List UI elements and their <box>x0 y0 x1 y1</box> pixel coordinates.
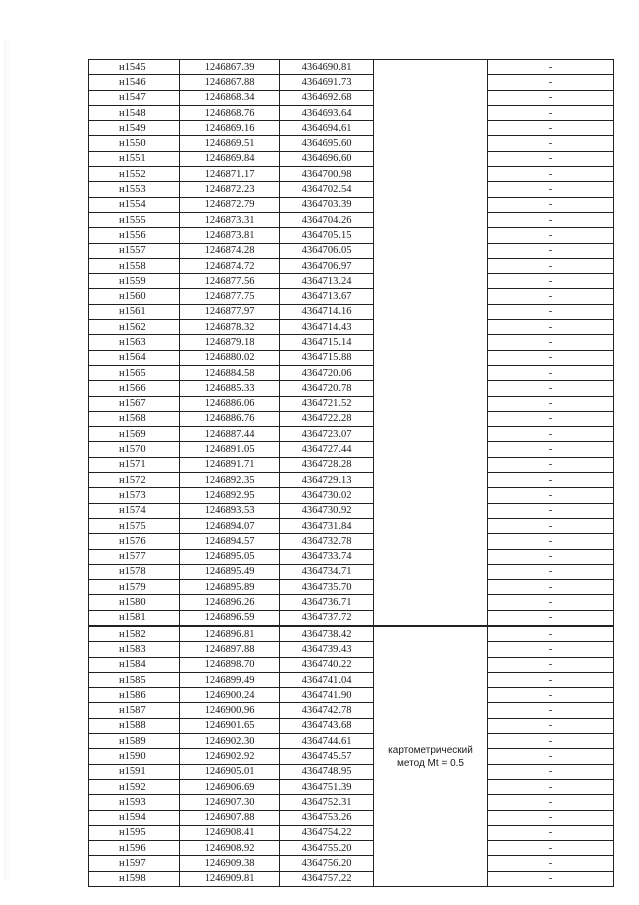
point-id-cell: н1590 <box>89 749 180 764</box>
note-cell: - <box>488 350 614 365</box>
table-row <box>89 672 614 687</box>
note-cell: - <box>488 779 614 794</box>
x-coordinate-cell: 1246885.33 <box>180 381 280 396</box>
point-id-cell: н1546 <box>89 75 180 90</box>
table-row <box>89 749 614 764</box>
note-cell: - <box>488 718 614 733</box>
coordinates-table-body <box>89 60 614 887</box>
coordinates-table <box>88 59 614 887</box>
note-cell: - <box>488 75 614 90</box>
note-cell: - <box>488 642 614 657</box>
x-coordinate-cell: 1246896.26 <box>180 595 280 610</box>
point-id-cell: н1584 <box>89 657 180 672</box>
note-cell: - <box>488 841 614 856</box>
table-row <box>89 825 614 840</box>
note-cell: - <box>488 564 614 579</box>
point-id-cell: н1564 <box>89 350 180 365</box>
x-coordinate-cell: 1246869.16 <box>180 121 280 136</box>
table-row <box>89 151 614 166</box>
x-coordinate-cell: 1246908.41 <box>180 825 280 840</box>
y-coordinate-cell: 4364694.61 <box>280 121 374 136</box>
table-row <box>89 427 614 442</box>
point-id-cell: н1552 <box>89 167 180 182</box>
table-row <box>89 734 614 749</box>
y-coordinate-cell: 4364738.42 <box>280 626 374 642</box>
table-row <box>89 90 614 105</box>
table-row <box>89 549 614 564</box>
table-row <box>89 564 614 579</box>
table-row <box>89 411 614 426</box>
table-row <box>89 212 614 227</box>
note-cell: - <box>488 672 614 687</box>
note-cell: - <box>488 473 614 488</box>
note-cell: - <box>488 167 614 182</box>
table-row <box>89 580 614 595</box>
point-id-cell: н1547 <box>89 90 180 105</box>
x-coordinate-cell: 1246872.23 <box>180 182 280 197</box>
y-coordinate-cell: 4364714.16 <box>280 304 374 319</box>
y-coordinate-cell: 4364751.39 <box>280 779 374 794</box>
y-coordinate-cell: 4364730.92 <box>280 503 374 518</box>
note-cell: - <box>488 503 614 518</box>
table-row <box>89 810 614 825</box>
point-id-cell: н1559 <box>89 274 180 289</box>
table-row <box>89 381 614 396</box>
x-coordinate-cell: 1246874.28 <box>180 243 280 258</box>
y-coordinate-cell: 4364702.54 <box>280 182 374 197</box>
note-cell: - <box>488 212 614 227</box>
x-coordinate-cell: 1246905.01 <box>180 764 280 779</box>
x-coordinate-cell: 1246877.75 <box>180 289 280 304</box>
table-row <box>89 182 614 197</box>
point-id-cell: н1548 <box>89 105 180 120</box>
x-coordinate-cell: 1246867.39 <box>180 60 280 75</box>
table-row <box>89 274 614 289</box>
y-coordinate-cell: 4364733.74 <box>280 549 374 564</box>
x-coordinate-cell: 1246893.53 <box>180 503 280 518</box>
note-cell: - <box>488 289 614 304</box>
x-coordinate-cell: 1246868.76 <box>180 105 280 120</box>
note-cell: - <box>488 304 614 319</box>
y-coordinate-cell: 4364713.67 <box>280 289 374 304</box>
y-coordinate-cell: 4364727.44 <box>280 442 374 457</box>
note-cell: - <box>488 381 614 396</box>
table-row <box>89 779 614 794</box>
point-id-cell: н1565 <box>89 365 180 380</box>
point-id-cell: н1594 <box>89 810 180 825</box>
y-coordinate-cell: 4364744.61 <box>280 734 374 749</box>
table-row <box>89 365 614 380</box>
point-id-cell: н1557 <box>89 243 180 258</box>
table-row <box>89 871 614 886</box>
y-coordinate-cell: 4364732.78 <box>280 534 374 549</box>
point-id-cell: н1569 <box>89 427 180 442</box>
point-id-cell: н1566 <box>89 381 180 396</box>
x-coordinate-cell: 1246887.44 <box>180 427 280 442</box>
point-id-cell: н1595 <box>89 825 180 840</box>
point-id-cell: н1583 <box>89 642 180 657</box>
point-id-cell: н1597 <box>89 856 180 871</box>
note-cell: - <box>488 274 614 289</box>
point-id-cell: н1553 <box>89 182 180 197</box>
table-row <box>89 657 614 672</box>
y-coordinate-cell: 4364741.90 <box>280 688 374 703</box>
table-row <box>89 60 614 75</box>
table-row <box>89 136 614 151</box>
point-id-cell: н1577 <box>89 549 180 564</box>
note-cell: - <box>488 871 614 886</box>
y-coordinate-cell: 4364729.13 <box>280 473 374 488</box>
table-row <box>89 320 614 335</box>
table-row <box>89 488 614 503</box>
x-coordinate-cell: 1246880.02 <box>180 350 280 365</box>
note-cell: - <box>488 657 614 672</box>
point-id-cell: н1556 <box>89 228 180 243</box>
x-coordinate-cell: 1246902.30 <box>180 734 280 749</box>
note-cell: - <box>488 626 614 642</box>
x-coordinate-cell: 1246907.88 <box>180 810 280 825</box>
note-cell: - <box>488 243 614 258</box>
table-row <box>89 764 614 779</box>
x-coordinate-cell: 1246906.69 <box>180 779 280 794</box>
table-row <box>89 503 614 518</box>
y-coordinate-cell: 4364695.60 <box>280 136 374 151</box>
point-id-cell: н1563 <box>89 335 180 350</box>
y-coordinate-cell: 4364757.22 <box>280 871 374 886</box>
x-coordinate-cell: 1246894.57 <box>180 534 280 549</box>
table-row <box>89 121 614 136</box>
x-coordinate-cell: 1246886.76 <box>180 411 280 426</box>
x-coordinate-cell: 1246899.49 <box>180 672 280 687</box>
note-cell: - <box>488 442 614 457</box>
point-id-cell: н1585 <box>89 672 180 687</box>
y-coordinate-cell: 4364691.73 <box>280 75 374 90</box>
x-coordinate-cell: 1246895.89 <box>180 580 280 595</box>
point-id-cell: н1582 <box>89 626 180 642</box>
table-row <box>89 442 614 457</box>
table-row <box>89 534 614 549</box>
x-coordinate-cell: 1246891.71 <box>180 457 280 472</box>
table-row <box>89 197 614 212</box>
y-coordinate-cell: 4364722.28 <box>280 411 374 426</box>
table-row <box>89 642 614 657</box>
note-cell: - <box>488 60 614 75</box>
x-coordinate-cell: 1246879.18 <box>180 335 280 350</box>
x-coordinate-cell: 1246873.31 <box>180 212 280 227</box>
x-coordinate-cell: 1246869.84 <box>180 151 280 166</box>
x-coordinate-cell: 1246873.81 <box>180 228 280 243</box>
table-row <box>89 473 614 488</box>
table-row <box>89 518 614 533</box>
note-cell: - <box>488 335 614 350</box>
note-cell: - <box>488 595 614 610</box>
point-id-cell: н1574 <box>89 503 180 518</box>
note-cell: - <box>488 365 614 380</box>
x-coordinate-cell: 1246891.05 <box>180 442 280 457</box>
note-cell: - <box>488 121 614 136</box>
y-coordinate-cell: 4364706.05 <box>280 243 374 258</box>
y-coordinate-cell: 4364704.26 <box>280 212 374 227</box>
point-id-cell: н1596 <box>89 841 180 856</box>
note-cell: - <box>488 518 614 533</box>
point-id-cell: н1555 <box>89 212 180 227</box>
y-coordinate-cell: 4364706.97 <box>280 258 374 273</box>
point-id-cell: н1578 <box>89 564 180 579</box>
y-coordinate-cell: 4364713.24 <box>280 274 374 289</box>
scan-edge-shadow <box>4 40 10 880</box>
y-coordinate-cell: 4364720.06 <box>280 365 374 380</box>
x-coordinate-cell: 1246896.81 <box>180 626 280 642</box>
x-coordinate-cell: 1246894.07 <box>180 518 280 533</box>
note-cell: - <box>488 411 614 426</box>
point-id-cell: н1579 <box>89 580 180 595</box>
y-coordinate-cell: 4364723.07 <box>280 427 374 442</box>
note-cell: - <box>488 734 614 749</box>
x-coordinate-cell: 1246874.72 <box>180 258 280 273</box>
y-coordinate-cell: 4364739.43 <box>280 642 374 657</box>
table-row <box>89 610 614 626</box>
point-id-cell: н1580 <box>89 595 180 610</box>
y-coordinate-cell: 4364731.84 <box>280 518 374 533</box>
note-cell: - <box>488 151 614 166</box>
table-row <box>89 243 614 258</box>
point-id-cell: н1570 <box>89 442 180 457</box>
note-cell: - <box>488 534 614 549</box>
y-coordinate-cell: 4364715.14 <box>280 335 374 350</box>
note-cell: - <box>488 105 614 120</box>
note-cell: - <box>488 856 614 871</box>
point-id-cell: н1581 <box>89 610 180 626</box>
note-cell: - <box>488 457 614 472</box>
note-cell: - <box>488 610 614 626</box>
point-id-cell: н1598 <box>89 871 180 886</box>
point-id-cell: н1567 <box>89 396 180 411</box>
x-coordinate-cell: 1246872.79 <box>180 197 280 212</box>
note-cell: - <box>488 258 614 273</box>
y-coordinate-cell: 4364700.98 <box>280 167 374 182</box>
y-coordinate-cell: 4364743.68 <box>280 718 374 733</box>
point-id-cell: н1550 <box>89 136 180 151</box>
table-row <box>89 304 614 319</box>
note-cell: - <box>488 427 614 442</box>
y-coordinate-cell: 4364755.20 <box>280 841 374 856</box>
note-cell: - <box>488 549 614 564</box>
y-coordinate-cell: 4364741.04 <box>280 672 374 687</box>
note-cell: - <box>488 197 614 212</box>
point-id-cell: н1573 <box>89 488 180 503</box>
x-coordinate-cell: 1246871.17 <box>180 167 280 182</box>
table-row <box>89 856 614 871</box>
x-coordinate-cell: 1246902.92 <box>180 749 280 764</box>
point-id-cell: н1592 <box>89 779 180 794</box>
table-row <box>89 258 614 273</box>
table-row <box>89 626 614 642</box>
table-row <box>89 105 614 120</box>
note-cell: - <box>488 320 614 335</box>
table-row <box>89 795 614 810</box>
note-cell: - <box>488 580 614 595</box>
table-row <box>89 841 614 856</box>
table-row <box>89 396 614 411</box>
point-id-cell: н1571 <box>89 457 180 472</box>
x-coordinate-cell: 1246886.06 <box>180 396 280 411</box>
note-cell: - <box>488 136 614 151</box>
y-coordinate-cell: 4364734.71 <box>280 564 374 579</box>
x-coordinate-cell: 1246878.32 <box>180 320 280 335</box>
x-coordinate-cell: 1246877.56 <box>180 274 280 289</box>
x-coordinate-cell: 1246884.58 <box>180 365 280 380</box>
point-id-cell: н1591 <box>89 764 180 779</box>
note-cell: - <box>488 795 614 810</box>
method-accuracy: метод Mt = 0.5 <box>397 757 464 769</box>
y-coordinate-cell: 4364754.22 <box>280 825 374 840</box>
point-id-cell: н1576 <box>89 534 180 549</box>
y-coordinate-cell: 4364721.52 <box>280 396 374 411</box>
point-id-cell: н1551 <box>89 151 180 166</box>
y-coordinate-cell: 4364720.78 <box>280 381 374 396</box>
y-coordinate-cell: 4364748.95 <box>280 764 374 779</box>
y-coordinate-cell: 4364736.71 <box>280 595 374 610</box>
point-id-cell: н1586 <box>89 688 180 703</box>
y-coordinate-cell: 4364715.88 <box>280 350 374 365</box>
y-coordinate-cell: 4364705.15 <box>280 228 374 243</box>
table-row <box>89 167 614 182</box>
y-coordinate-cell: 4364730.02 <box>280 488 374 503</box>
note-cell: - <box>488 703 614 718</box>
point-id-cell: н1568 <box>89 411 180 426</box>
x-coordinate-cell: 1246908.92 <box>180 841 280 856</box>
method-cell <box>374 626 488 887</box>
point-id-cell: н1588 <box>89 718 180 733</box>
y-coordinate-cell: 4364696.60 <box>280 151 374 166</box>
x-coordinate-cell: 1246892.95 <box>180 488 280 503</box>
x-coordinate-cell: 1246896.59 <box>180 610 280 626</box>
x-coordinate-cell: 1246895.49 <box>180 564 280 579</box>
x-coordinate-cell: 1246895.05 <box>180 549 280 564</box>
note-cell: - <box>488 90 614 105</box>
y-coordinate-cell: 4364756.20 <box>280 856 374 871</box>
y-coordinate-cell: 4364690.81 <box>280 60 374 75</box>
method-cell-empty <box>374 60 488 626</box>
x-coordinate-cell: 1246900.96 <box>180 703 280 718</box>
point-id-cell: н1560 <box>89 289 180 304</box>
table-row <box>89 688 614 703</box>
table-row <box>89 350 614 365</box>
point-id-cell: н1549 <box>89 121 180 136</box>
point-id-cell: н1575 <box>89 518 180 533</box>
x-coordinate-cell: 1246869.51 <box>180 136 280 151</box>
x-coordinate-cell: 1246898.70 <box>180 657 280 672</box>
table-row <box>89 718 614 733</box>
y-coordinate-cell: 4364742.78 <box>280 703 374 718</box>
point-id-cell: н1558 <box>89 258 180 273</box>
x-coordinate-cell: 1246868.34 <box>180 90 280 105</box>
point-id-cell: н1593 <box>89 795 180 810</box>
x-coordinate-cell: 1246909.81 <box>180 871 280 886</box>
x-coordinate-cell: 1246901.65 <box>180 718 280 733</box>
y-coordinate-cell: 4364740.22 <box>280 657 374 672</box>
y-coordinate-cell: 4364735.70 <box>280 580 374 595</box>
note-cell: - <box>488 488 614 503</box>
table-row <box>89 335 614 350</box>
method-name: картометрический <box>388 744 473 756</box>
y-coordinate-cell: 4364703.39 <box>280 197 374 212</box>
x-coordinate-cell: 1246877.97 <box>180 304 280 319</box>
table-row <box>89 595 614 610</box>
table-row <box>89 457 614 472</box>
x-coordinate-cell: 1246907.30 <box>180 795 280 810</box>
point-id-cell: н1545 <box>89 60 180 75</box>
note-cell: - <box>488 749 614 764</box>
table-row <box>89 228 614 243</box>
point-id-cell: н1554 <box>89 197 180 212</box>
table-row <box>89 289 614 304</box>
point-id-cell: н1589 <box>89 734 180 749</box>
y-coordinate-cell: 4364752.31 <box>280 795 374 810</box>
x-coordinate-cell: 1246900.24 <box>180 688 280 703</box>
y-coordinate-cell: 4364692.68 <box>280 90 374 105</box>
note-cell: - <box>488 825 614 840</box>
y-coordinate-cell: 4364714.43 <box>280 320 374 335</box>
table-row <box>89 75 614 90</box>
note-cell: - <box>488 182 614 197</box>
x-coordinate-cell: 1246897.88 <box>180 642 280 657</box>
point-id-cell: н1587 <box>89 703 180 718</box>
point-id-cell: н1561 <box>89 304 180 319</box>
point-id-cell: н1572 <box>89 473 180 488</box>
table-row <box>89 703 614 718</box>
y-coordinate-cell: 4364753.26 <box>280 810 374 825</box>
y-coordinate-cell: 4364693.64 <box>280 105 374 120</box>
note-cell: - <box>488 764 614 779</box>
x-coordinate-cell: 1246909.38 <box>180 856 280 871</box>
point-id-cell: н1562 <box>89 320 180 335</box>
x-coordinate-cell: 1246892.35 <box>180 473 280 488</box>
note-cell: - <box>488 228 614 243</box>
note-cell: - <box>488 688 614 703</box>
y-coordinate-cell: 4364745.57 <box>280 749 374 764</box>
note-cell: - <box>488 396 614 411</box>
y-coordinate-cell: 4364728.28 <box>280 457 374 472</box>
y-coordinate-cell: 4364737.72 <box>280 610 374 626</box>
note-cell: - <box>488 810 614 825</box>
x-coordinate-cell: 1246867.88 <box>180 75 280 90</box>
